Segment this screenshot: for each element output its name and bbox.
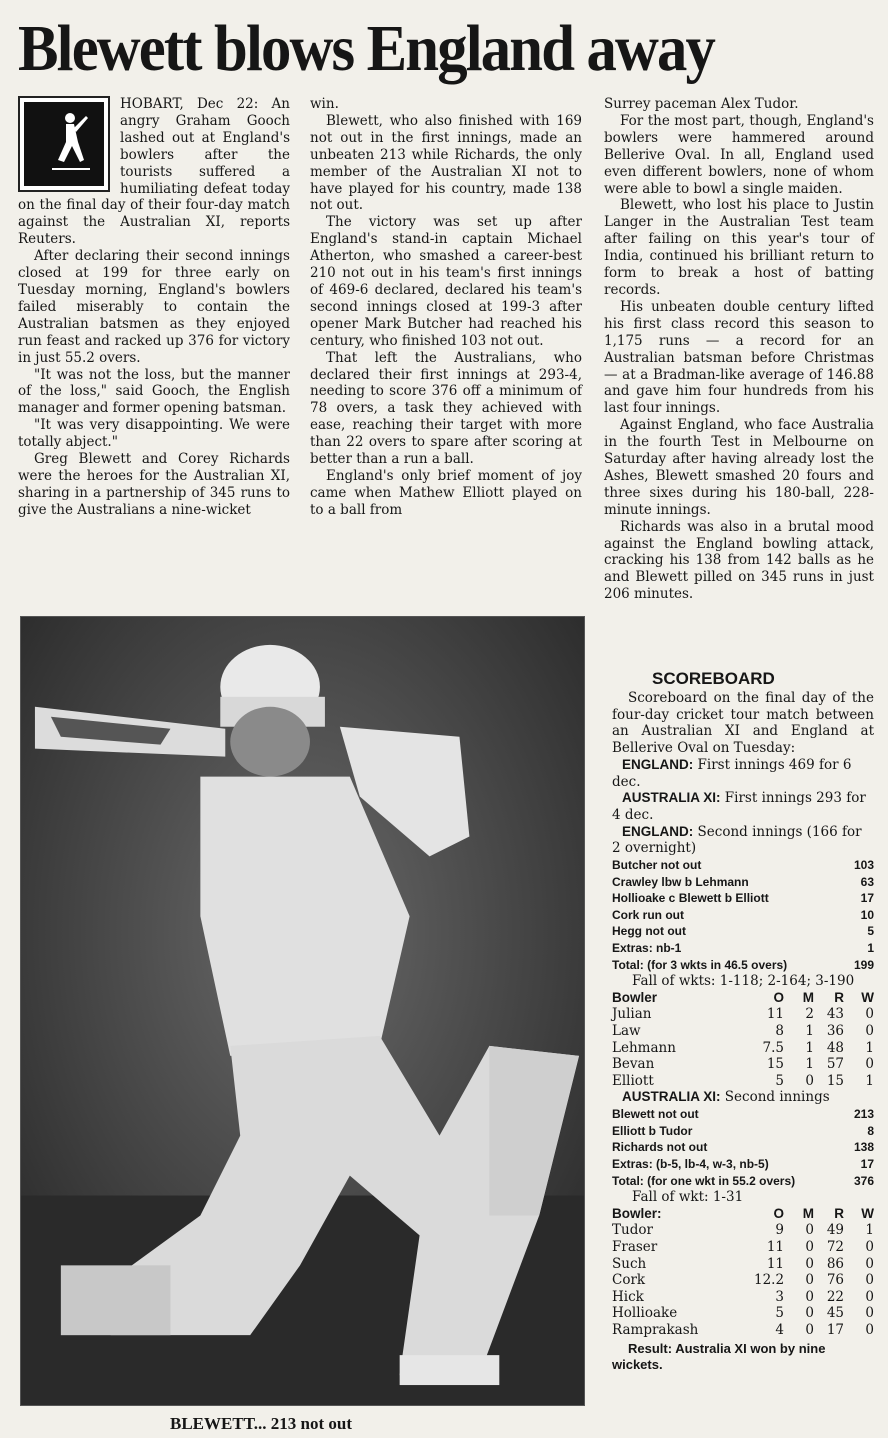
bowling-r: 86 (826, 1255, 844, 1272)
batsman-name: Cork run out (612, 907, 684, 922)
batsman-name: Hegg not out (612, 924, 686, 939)
bowling-o: 12.2 (754, 1272, 785, 1289)
bowling-o: 5 (775, 1305, 784, 1322)
runs: 63 (860, 874, 874, 889)
bowling-o: 4 (775, 1321, 784, 1338)
bowling-o: 9 (775, 1222, 784, 1239)
headline: Blewett blows England away (18, 12, 715, 85)
bowling-r: 48 (826, 1039, 844, 1056)
paragraph: Richards was also in a brutal mood against the England bowling attack, cracking his 138 from 142 balls as he and Blewett pilled on 345 runs in just 206 minutes. (604, 518, 874, 603)
bowling-header: Bowler: O M R W (612, 1205, 874, 1221)
batting-row (612, 940, 874, 957)
paragraph: Blewett, who lost his place to Justin Langer in the Australian Test team after failing on this year's tour of India, continued his brilliant return to form to break a host of batting records. (604, 197, 874, 298)
bowling-m: 0 (805, 1321, 814, 1338)
photo-caption: BLEWETT... 213 not out (170, 1414, 353, 1433)
bowling-w: 1 (865, 1222, 874, 1239)
bowling-o: 8 (775, 1023, 784, 1040)
bowling-row (612, 1305, 874, 1322)
paragraph: For the most part, though, England's bowlers were hammered around Bellerive Oval. In all, England used even different bowlers, none of whom were able to bowl a single maiden. (604, 112, 874, 197)
bowling-w: 0 (865, 1023, 874, 1040)
dateline: HOBART, Dec 22: (120, 96, 259, 112)
batting-row (612, 890, 874, 907)
bowling-r: 22 (826, 1288, 844, 1305)
batsman-name: Extras: nb-1 (612, 941, 682, 955)
bowling-m: 1 (805, 1056, 814, 1073)
bowling-r: 76 (826, 1272, 844, 1289)
batsman-icon (24, 102, 104, 186)
england-batting-table (612, 857, 874, 973)
paragraph: That left the Australians, who declared their first innings at 293-4, needing to score 376 off a minimum of 78 overs, a task they achieved with ease, reaching their target with more than 22 overs to spare after scoring at better than a run a ball. (310, 349, 582, 468)
scoreboard-intro: Scoreboard on the final day of the four-day cricket tour match between an Australian XI and England at Bellerive Oval on Tuesday: (612, 690, 874, 757)
batsman-name: Crawley lbw b Lehmann (612, 874, 749, 889)
bowling-o: 15 (766, 1056, 784, 1073)
bowling-r: 45 (826, 1305, 844, 1322)
batsman-photo (20, 616, 585, 1406)
bowling-o: 11 (766, 1006, 784, 1023)
batting-row (612, 1139, 874, 1156)
match-result: Result: Australia XI won by nine wickets. (612, 1340, 826, 1373)
bowling-row (612, 1056, 874, 1073)
batting-row (612, 1173, 874, 1190)
bowling-o: 5 (775, 1072, 784, 1089)
bowling-m: 2 (805, 1006, 814, 1023)
batsman-name: Blewett not out (612, 1107, 699, 1122)
bowling-m: 1 (805, 1023, 814, 1040)
bowling-row (612, 1322, 874, 1339)
bowling-w: 0 (865, 1321, 874, 1338)
bowler-name: Fraser (612, 1239, 658, 1256)
bowler-name: Bevan (612, 1056, 655, 1073)
batsman-name: Hollioake c Blewett b Elliott (612, 891, 769, 906)
runs: 213 (853, 1107, 874, 1122)
bowling-m: 0 (805, 1288, 814, 1305)
australia-fall-of-wickets: Fall of wkt: 1-31 (632, 1189, 744, 1206)
paragraph: The victory was set up after England's stand-in captain Michael Atherton, who smashed a career-best 210 not out in his team's first innings of 469-6 declared, declared his team's second innings closed at 199-3 after opener Mark Butcher had reached his century, who finished 103 not out. (310, 214, 582, 349)
paragraph: Blewett, who also finished with 169 not out in the first innings, made an unbeaten 213 while Richards, the only member of the Australian XI not to have played for his country, made 138 not out. (310, 112, 582, 214)
bowling-o: 3 (775, 1288, 784, 1305)
runs: 17 (860, 891, 874, 906)
australia-first-innings: AUSTRALIA XI: First innings 293 for 4 dec. (612, 790, 866, 823)
bowling-w: 0 (865, 1239, 874, 1256)
article-column-2 (310, 96, 582, 519)
england-first-innings: ENGLAND: First innings 469 for 6 dec. (612, 756, 852, 790)
batting-row (612, 857, 874, 874)
scoreboard-heading: SCOREBOARD (652, 669, 775, 688)
bowling-header: Bowler O M R W (612, 989, 874, 1005)
england-second-innings: ENGLAND: Second innings (166 for 2 overnight) (612, 823, 862, 857)
paragraph: "It was very disappointing. We were totally abject." (18, 417, 290, 451)
article-column-1 (18, 96, 290, 519)
bowler-name: Law (612, 1023, 641, 1040)
bowler-name: Hollioake (612, 1305, 678, 1322)
runs: 1 (867, 941, 874, 955)
bowler-name: Lehmann (612, 1039, 676, 1056)
bowling-row (612, 1256, 874, 1273)
bowling-w: 0 (865, 1305, 874, 1322)
bowling-w: 1 (865, 1039, 874, 1056)
bowling-w: 0 (865, 1006, 874, 1023)
runs: 5 (867, 924, 874, 939)
bowling-m: 0 (805, 1072, 814, 1089)
runs: 376 (853, 1173, 874, 1188)
bowling-m: 0 (805, 1222, 814, 1239)
batting-row (612, 874, 874, 891)
paragraph: Surrey paceman Alex Tudor. (604, 96, 799, 112)
runs: 199 (853, 957, 874, 972)
australia-batting-table (612, 1106, 874, 1189)
bowling-o: 11 (766, 1239, 784, 1256)
bowling-r: 36 (826, 1023, 844, 1040)
article-column-3 (604, 96, 874, 603)
bowling-r: 17 (826, 1321, 844, 1338)
bowling-m: 0 (805, 1272, 814, 1289)
batsman-name: Extras: (b-5, lb-4, w-3, nb-5) (612, 1156, 769, 1171)
bowling-w: 0 (865, 1056, 874, 1073)
runs: 103 (853, 858, 874, 873)
bowling-r: 72 (826, 1239, 844, 1256)
bowler-name: Cork (612, 1272, 646, 1289)
bowler-name: Such (612, 1255, 647, 1272)
paragraph: An angry Graham Gooch lashed out at England's bowlers after the tourists suffered a humiliating defeat today on the final day of their four-day match against the Australian XI, reports Reuters. (18, 96, 290, 248)
batsman-name: Elliott b Tudor (612, 1123, 693, 1138)
bowler-name: Ramprakash (612, 1321, 699, 1338)
batting-row (612, 923, 874, 940)
bowling-m: 0 (805, 1255, 814, 1272)
paragraph: win. (310, 96, 339, 112)
bowling-o: 7.5 (762, 1039, 784, 1056)
australia-second-innings: AUSTRALIA XI: Second innings (622, 1089, 830, 1106)
england-fall-of-wickets: Fall of wkts: 1-118; 2-164; 3-190 (632, 973, 855, 990)
batting-row (612, 907, 874, 924)
bowling-w: 0 (865, 1255, 874, 1272)
bowling-w: 0 (865, 1272, 874, 1289)
runs: 10 (860, 907, 874, 922)
batting-row (612, 1106, 874, 1123)
scoreboard (612, 668, 874, 1374)
batting-row (612, 1123, 874, 1140)
paragraph: His unbeaten double century lifted his first class record this season to 1,175 runs — a record for an Australian batsman before Christmas — at a Bradman-like average of 146.88 and gave him four hundreds from his last four innings. (604, 298, 874, 417)
bowling-m: 0 (805, 1239, 814, 1256)
bowling-w: 0 (865, 1288, 874, 1305)
bowling-m: 1 (805, 1039, 814, 1056)
batsman-name: Butcher not out (612, 858, 702, 873)
batting-row (612, 1156, 874, 1173)
batsman-name: Total: (for one wkt in 55.2 overs) (612, 1173, 796, 1188)
bowling-r: 49 (826, 1222, 844, 1239)
batsman-name: Total: (for 3 wkts in 46.5 overs) (612, 957, 788, 972)
bowling-row (612, 1289, 874, 1306)
bowling-m: 0 (805, 1305, 814, 1322)
runs: 138 (853, 1140, 874, 1155)
bowling-row (612, 1239, 874, 1256)
bowling-r: 43 (826, 1006, 844, 1023)
paragraph: "It was not the loss, but the manner of the loss," said Gooch, the English manager and former opening batsman. (18, 366, 290, 417)
bowling-w: 1 (865, 1072, 874, 1089)
bowler-name: Julian (612, 1006, 652, 1023)
bowling-row (612, 1006, 874, 1023)
bowling-r: 15 (826, 1072, 844, 1089)
bowler-name: Hick (612, 1288, 644, 1305)
bowling-row (612, 1073, 874, 1090)
bowling-row (612, 1040, 874, 1057)
batting-row (612, 957, 874, 974)
bowler-name: Tudor (612, 1222, 653, 1239)
bowler-name: Elliott (612, 1072, 654, 1089)
paragraph: Against England, who face Australia in the fourth Test in Melbourne on Saturday after having already lost the Ashes, Blewett smashed 20 fours and three sixes during his 180-ball, 228-minute innings. (604, 417, 874, 518)
australia-bowling-table (612, 1006, 874, 1089)
paragraph: After declaring their second innings closed at 199 for three early on Tuesday morning, England's bowlers failed miserably to contain the Australian batsmen as they enjoyed run feast and racked up 376 for victory in just 55.2 overs. (18, 248, 290, 366)
runs: 8 (867, 1123, 874, 1138)
runs: 17 (860, 1156, 874, 1171)
bowling-row (612, 1272, 874, 1289)
bowling-r: 57 (826, 1056, 844, 1073)
batsman-name: Richards not out (612, 1140, 708, 1155)
paragraph: England's only brief moment of joy came when Mathew Elliott played on to a ball from (310, 467, 582, 518)
paragraph: Greg Blewett and Corey Richards were the heroes for the Australian XI, sharing in a partnership of 345 runs to give the Australians a nine-wicket (18, 451, 290, 518)
cricket-logo (18, 96, 110, 192)
england-bowling-table (612, 1222, 874, 1338)
bowling-row (612, 1222, 874, 1239)
bowling-row (612, 1023, 874, 1040)
bowling-o: 11 (766, 1255, 784, 1272)
